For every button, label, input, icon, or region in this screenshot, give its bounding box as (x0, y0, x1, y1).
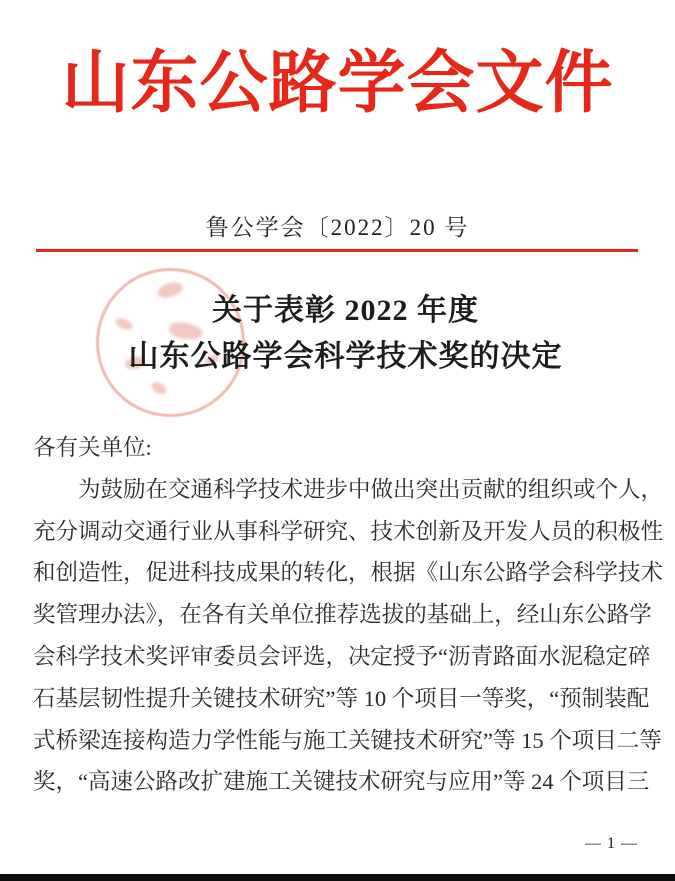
stamp-mark (150, 380, 169, 397)
body-line: 充分调动交通行业从事科学研究、技术创新及开发人员的积极性 (33, 518, 664, 544)
body-line: 会科学技术奖评审委员会评选，决定授予“沥青路面水泥稳定碎 (33, 643, 651, 669)
scan-edge-bar (0, 874, 675, 881)
document-title (8, 288, 675, 380)
letterhead-title: 山东公路学会文件 (61, 45, 614, 121)
page-number: — 1 — (585, 835, 638, 852)
document-title-line2: 山东公路学会科学技术奖的决定 (128, 340, 563, 373)
document-body (33, 427, 664, 803)
body-line: 奖，“高速公路改扩建施工关键技术研究与应用”等 24 个项目三 (33, 769, 650, 795)
red-divider-rule (36, 249, 638, 252)
body-line: 为鼓励在交通科学技术进步中做出突出贡献的组织或个人， (78, 476, 664, 502)
document-title-line1: 关于表彰 2022 年度 (212, 294, 479, 327)
document-reference-number: 鲁公学会〔2022〕20 号 (205, 215, 470, 240)
salutation-line: 各有关单位: (33, 435, 152, 460)
body-line: 式桥梁连接构造力学性能与施工关键技术研究”等 15 个项目二等 (33, 727, 662, 753)
body-line: 石基层韧性提升关键技术研究”等 10 个项目一等奖，“预制装配 (33, 685, 650, 711)
body-line: 和创造性，促进科技成果的转化，根据《山东公路学会科学技术 (33, 560, 664, 586)
body-line: 奖管理办法》，在各有关单位推荐选拔的基础上，经山东公路学 (33, 602, 652, 628)
